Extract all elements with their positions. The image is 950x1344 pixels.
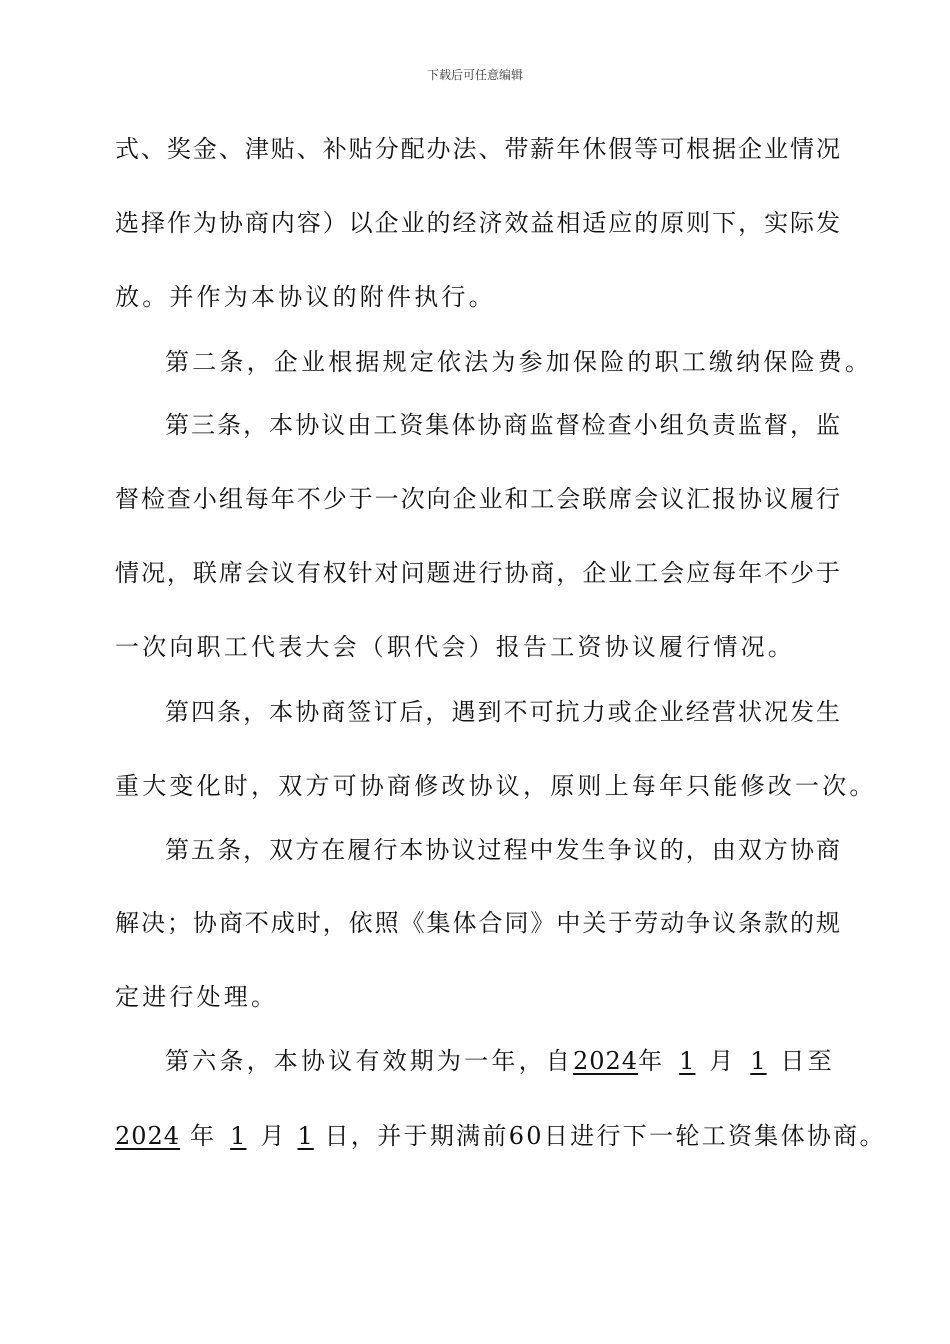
end-year-label: 年 bbox=[180, 1122, 217, 1150]
paragraph-line: 解决；协商不成时，依照《集体合同》中关于劳动争议条款的规 bbox=[115, 909, 840, 937]
paragraph-line: 放。并作为本协议的附件执行。 bbox=[115, 283, 496, 311]
day-to-label: 日至 bbox=[780, 1047, 835, 1075]
article-2: 第二条，企业根据规定依法为参加保险的职工缴纳保险费。 bbox=[165, 348, 873, 376]
article-6 bbox=[115, 1045, 840, 1077]
end-day-field: 1 bbox=[297, 1122, 314, 1150]
start-month-field: 1 bbox=[679, 1047, 696, 1075]
article-3: 第三条，本协议由工资集体协商监督检查小组负责监督，监 bbox=[165, 411, 840, 439]
paragraph-line: 一次向职工代表大会（职代会）报告工资协议履行情况。 bbox=[115, 633, 795, 661]
end-month-field: 1 bbox=[230, 1122, 247, 1150]
paragraph-line: 式、奖金、津贴、补贴分配办法、带薪年休假等可根据企业情况 bbox=[115, 135, 840, 163]
end-year-field: 2024 bbox=[115, 1122, 181, 1150]
year-label: 年 bbox=[638, 1047, 666, 1075]
article6-suffix: 日，并于期满前60日进行下一轮工资集体协商。 bbox=[324, 1122, 886, 1150]
paragraph-line: 重大变化时，双方可协商修改协议，原则上每年只能修改一次。 bbox=[115, 772, 877, 800]
paragraph-line: 情况，联席会议有权针对问题进行协商，企业工会应每年不少于 bbox=[115, 559, 840, 587]
end-month-label: 月 bbox=[260, 1122, 287, 1150]
article6-prefix: 第六条，本协议有效期为一年，自 bbox=[165, 1047, 573, 1075]
article-6-cont bbox=[115, 1120, 886, 1152]
paragraph-line: 督检查小组每年不少于一次向企业和工会联席会议汇报协议履行 bbox=[115, 485, 840, 513]
start-day-field: 1 bbox=[750, 1047, 767, 1075]
paragraph-line: 选择作为协商内容）以企业的经济效益相适应的原则下，实际发 bbox=[115, 209, 840, 237]
article-4: 第四条，本协商签订后，遇到不可抗力或企业经营状况发生 bbox=[165, 698, 840, 726]
start-year-field: 2024 bbox=[573, 1047, 639, 1075]
paragraph-line: 定进行处理。 bbox=[115, 983, 279, 1011]
article-5: 第五条，双方在履行本协议过程中发生争议的，由双方协商 bbox=[165, 836, 840, 864]
page-header: 下载后可任意编辑 bbox=[426, 68, 523, 82]
month-label: 月 bbox=[709, 1047, 737, 1075]
